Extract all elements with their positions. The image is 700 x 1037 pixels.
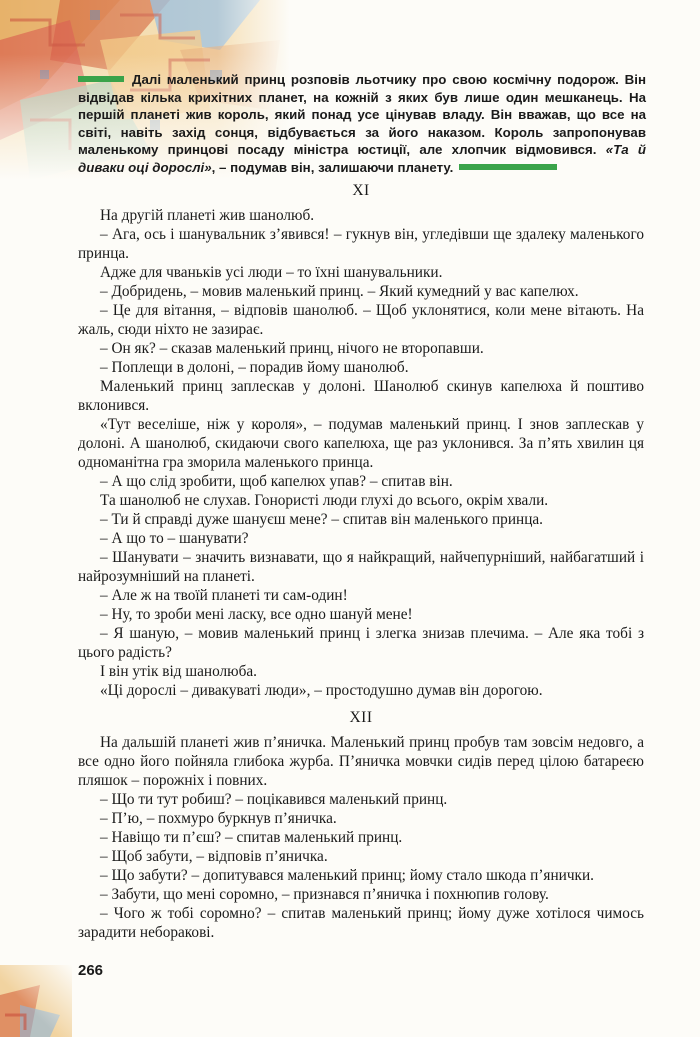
paragraph: – Я шаную, – мовив маленький принц і злегка знизав плечима. – Але яка тобі з цього радість? xyxy=(78,625,644,661)
paragraph: – П’ю, – похмуро буркнув п’яничка. xyxy=(100,810,337,827)
paragraph: – Що забути? – допитувався маленький принц; йому стало шкода п’янички. xyxy=(100,867,594,884)
paragraph: «Тут веселіше, ніж у короля», – подумав маленький принц. І знов заплескав у долоні. А шанолюб, скидаючи свого капелюха, ще раз уклонився. За п’ять хвилин ця одноманітна гра зморила маленького принца. xyxy=(78,416,644,471)
paragraph: І він утік від шанолюба. xyxy=(100,663,257,680)
chapter-heading: XI xyxy=(352,182,370,199)
chapter-heading: XII xyxy=(349,709,373,726)
chapter-12-text xyxy=(78,733,644,942)
paragraph: – Щоб забути, – відповів п’яничка. xyxy=(100,848,328,865)
page-number: 266 xyxy=(78,962,104,979)
paragraph: – Добридень, – мовив маленький принц. – Який кумедний у вас капелюх. xyxy=(100,283,579,300)
paragraph: – Шанувати – значить визнавати, що я найкращий, найчепурніший, найбагатший і найрозумніший на планеті. xyxy=(78,549,644,585)
paragraph: Адже для чваньків усі люди – то їхні шанувальники. xyxy=(100,264,443,281)
paragraph: На дальшій планеті жив п’яничка. Маленький принц пробув там зовсім недовго, а все одно його пойняла глибока журба. П’яничка мовчки сидів перед цілою батареєю пляшок – порожніх і повних. xyxy=(78,734,644,789)
paragraph: – Чого ж тобі соромно? – спитав маленький принц; йому дуже хотілося чимось зарадити небораковi. xyxy=(78,905,644,941)
summary-quote: «Та й диваки оці дорослі» xyxy=(78,142,646,175)
paragraph: На другій планеті жив шанолюб. xyxy=(100,207,315,224)
decorative-corner-bottom xyxy=(0,965,72,1037)
summary-text: Далі маленький принц розповів льотчику про свою космічну подорож. Він відвідав кілька крихітних планет, на кожній з яких був лише один мешканець. На першій планеті жив король, який понад усе цінував владу. Він вважав, що все на світі, навіть захід сонця, відбувається за його наказом. Король запропонував маленькому принцові посаду міністра юстиції, але хлопчик відмовився. xyxy=(78,72,646,158)
paragraph: – Поплещи в долоні, – порадив йому шанолюб. xyxy=(100,359,409,376)
paragraph: – А що то – шанувати? xyxy=(100,530,249,547)
paragraph: – Навіщо ти п’єш? – спитав маленький принц. xyxy=(100,829,403,846)
paragraph: Та шанолюб не слухав. Гонористі люди глухі до всього, окрім хвали. xyxy=(100,492,549,509)
paragraph: – Що ти тут робиш? – поцікавився маленький принц. xyxy=(100,791,448,808)
chapter-11-text xyxy=(78,206,644,700)
paragraph: – Це для вітання, – відповів шанолюб. – Щоб уклонятися, коли мене вітають. На жаль, сюди ніхто не зазирає. xyxy=(78,302,644,338)
chapter-summary xyxy=(78,71,646,177)
paragraph: Маленький принц заплескав у долоні. Шанолюб скинув капелюха й поштиво вклонився. xyxy=(78,378,644,414)
paragraph: – Забути, що мені соромно, – признався п’яничка і похнюпив голову. xyxy=(100,886,549,903)
paragraph: – Ну, то зроби мені ласку, все одно шануй мене! xyxy=(100,606,413,623)
green-marker-start xyxy=(78,76,124,82)
paragraph: – А що слід зробити, щоб капелюх упав? – спитав він. xyxy=(100,473,453,490)
summary-text-end: , – подумав він, залишаючи планету. xyxy=(211,159,454,175)
paragraph: – Он як? – сказав маленький принц, нічого не второпавши. xyxy=(100,340,484,357)
paragraph: – Ти й справді дуже шануєш мене? – спитав він маленького принца. xyxy=(100,511,543,528)
paragraph: – Але ж на твоїй планеті ти сам-один! xyxy=(100,587,348,604)
paragraph: «Ці дорослі – дивакуваті люди», – простодушно думав він дорогою. xyxy=(100,682,543,699)
paragraph: – Ага, ось і шанувальник з’явився! – гукнув він, угледівши ще здалеку маленького принца. xyxy=(78,226,644,262)
green-marker-end xyxy=(459,164,557,170)
